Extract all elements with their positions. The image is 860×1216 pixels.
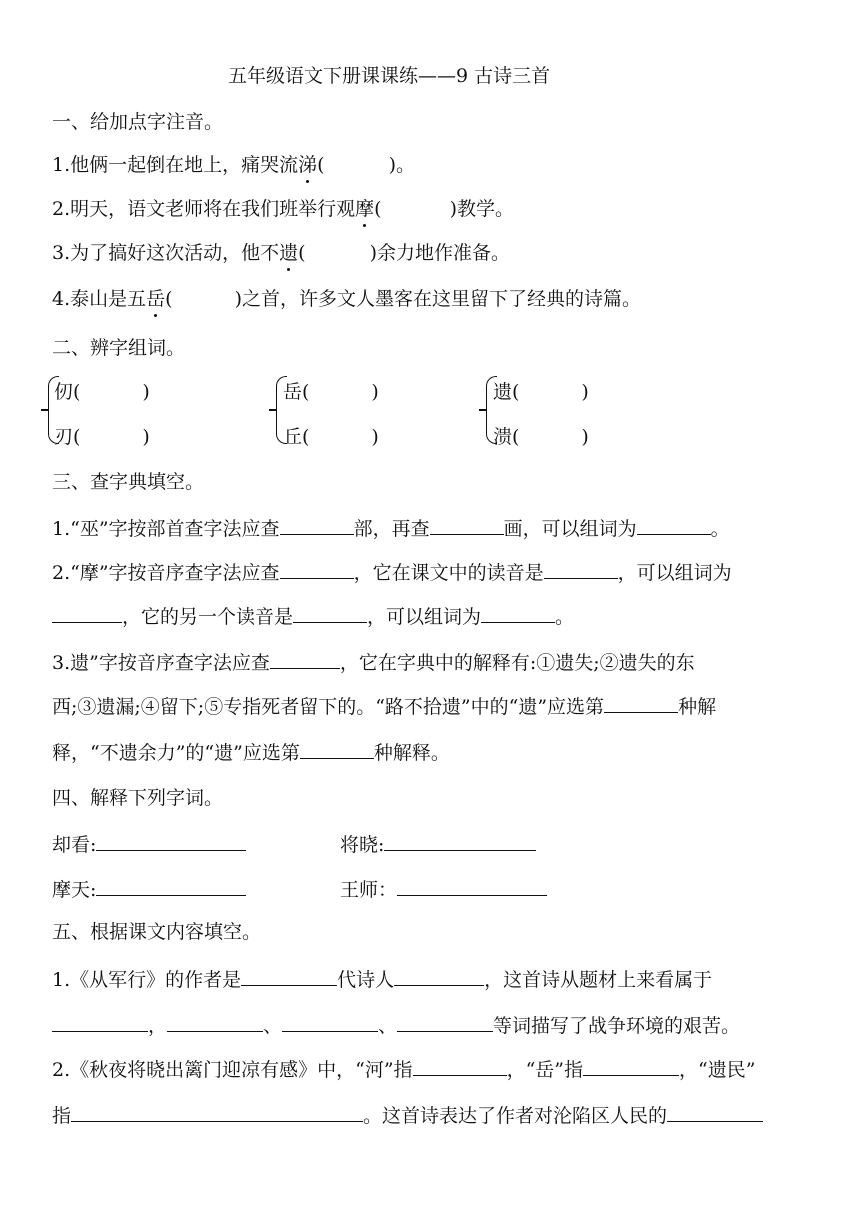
s3-question-3-cont: 西;③遗漏;④留下;⑤专指死者留下的。“路不拾遗”中的“遗”应选第 种解 (52, 693, 716, 719)
section-4-heading: 四、解释下列字词。 (52, 787, 224, 809)
s3-question-3-cont2: 释，“不遗余力”的“遗”应选第 种解释。 (52, 739, 450, 765)
answer-blank[interactable] (394, 966, 484, 986)
answer-blank[interactable] (583, 1056, 679, 1076)
s2-g3-a: 遗( ) (493, 381, 589, 403)
s3-question-1: 1.“巫”字按部首查字法应查 部，再查 画，可以组词为 。 (52, 515, 730, 541)
answer-blank[interactable] (397, 1012, 493, 1032)
answer-blank[interactable] (413, 1056, 507, 1076)
answer-blank[interactable] (300, 739, 374, 759)
answer-blank[interactable] (52, 603, 122, 623)
s1-question-3: 3.为了搞好这次活动，他不遗( )余力地作准备。 (52, 242, 510, 264)
answer-blank[interactable] (604, 693, 678, 713)
s3-question-2: 2.“摩”字按音序查字法应查 ，它在课文中的读音是 ，可以组词为 (52, 559, 732, 585)
dotted-char: 涕 (298, 154, 318, 176)
s5-question-2: 2.《秋夜将晓出篱门迎凉有感》中，“河”指 ，“岳”指 ，“遗民” (52, 1056, 755, 1082)
s4-word-2: 将晓: (340, 831, 536, 857)
answer-blank[interactable] (241, 966, 337, 986)
dotted-char: 岳 (146, 288, 166, 310)
answer-blank[interactable] (96, 831, 246, 851)
answer-blank[interactable] (280, 559, 354, 579)
s5-question-1-cont: ， 、 、 等词描写了战争环境的艰苦。 (52, 1012, 740, 1038)
answer-blank[interactable] (430, 515, 504, 535)
s4-word-4: 王师： (340, 876, 547, 902)
section-1-heading: 一、给加点字注音。 (52, 111, 224, 133)
section-5-heading: 五、根据课文内容填空。 (52, 921, 262, 943)
answer-blank[interactable] (52, 1012, 148, 1032)
answer-blank[interactable] (544, 559, 618, 579)
answer-blank[interactable] (481, 603, 555, 623)
s1-question-1: 1.他俩一起倒在地上，痛哭流涕( )。 (52, 154, 415, 176)
answer-blank[interactable] (384, 831, 536, 851)
answer-blank[interactable] (167, 1012, 263, 1032)
answer-blank[interactable] (280, 515, 354, 535)
s2-g1-b: 刃( ) (54, 426, 150, 448)
answer-blank[interactable] (71, 1102, 363, 1122)
answer-blank[interactable] (637, 515, 711, 535)
s3-question-2-cont: ，它的另一个读音是 ，可以组词为 。 (52, 603, 574, 629)
s3-question-3: 3.遗”字按音序查字法应查 ，它在字典中的解释有:①遗失;②遗失的东 (52, 649, 695, 675)
page-title: 五年级语文下册课课练——9 古诗三首 (228, 65, 551, 87)
s1-question-4: 4.泰山是五岳( )之首，许多文人墨客在这里留下了经典的诗篇。 (52, 288, 641, 310)
s2-g2-b: 丘( ) (283, 426, 379, 448)
section-3-heading: 三、查字典填空。 (52, 471, 205, 493)
answer-blank[interactable] (667, 1102, 763, 1122)
s2-g2-a: 岳( ) (283, 381, 379, 403)
dotted-char: 遗 (279, 242, 299, 264)
dotted-char: 摩 (355, 198, 375, 220)
section-2-heading: 二、辨字组词。 (52, 337, 186, 359)
s4-word-3: 摩天: (52, 876, 246, 902)
answer-blank[interactable] (397, 876, 547, 896)
s2-g1-a: 仞( ) (54, 381, 150, 403)
s2-g3-b: 溃( ) (493, 426, 589, 448)
answer-blank[interactable] (293, 603, 367, 623)
s4-word-1: 却看: (52, 831, 246, 857)
answer-blank[interactable] (270, 649, 340, 669)
s5-question-1: 1.《从军行》的作者是 代诗人 ，这首诗从题材上来看属于 (52, 966, 712, 992)
answer-blank[interactable] (96, 876, 246, 896)
answer-blank[interactable] (282, 1012, 378, 1032)
s1-question-2: 2.明天，语文老师将在我们班举行观摩( )教学。 (52, 198, 514, 220)
s5-question-2-cont: 指 。这首诗表达了作者对沦陷区人民的 (52, 1102, 763, 1128)
